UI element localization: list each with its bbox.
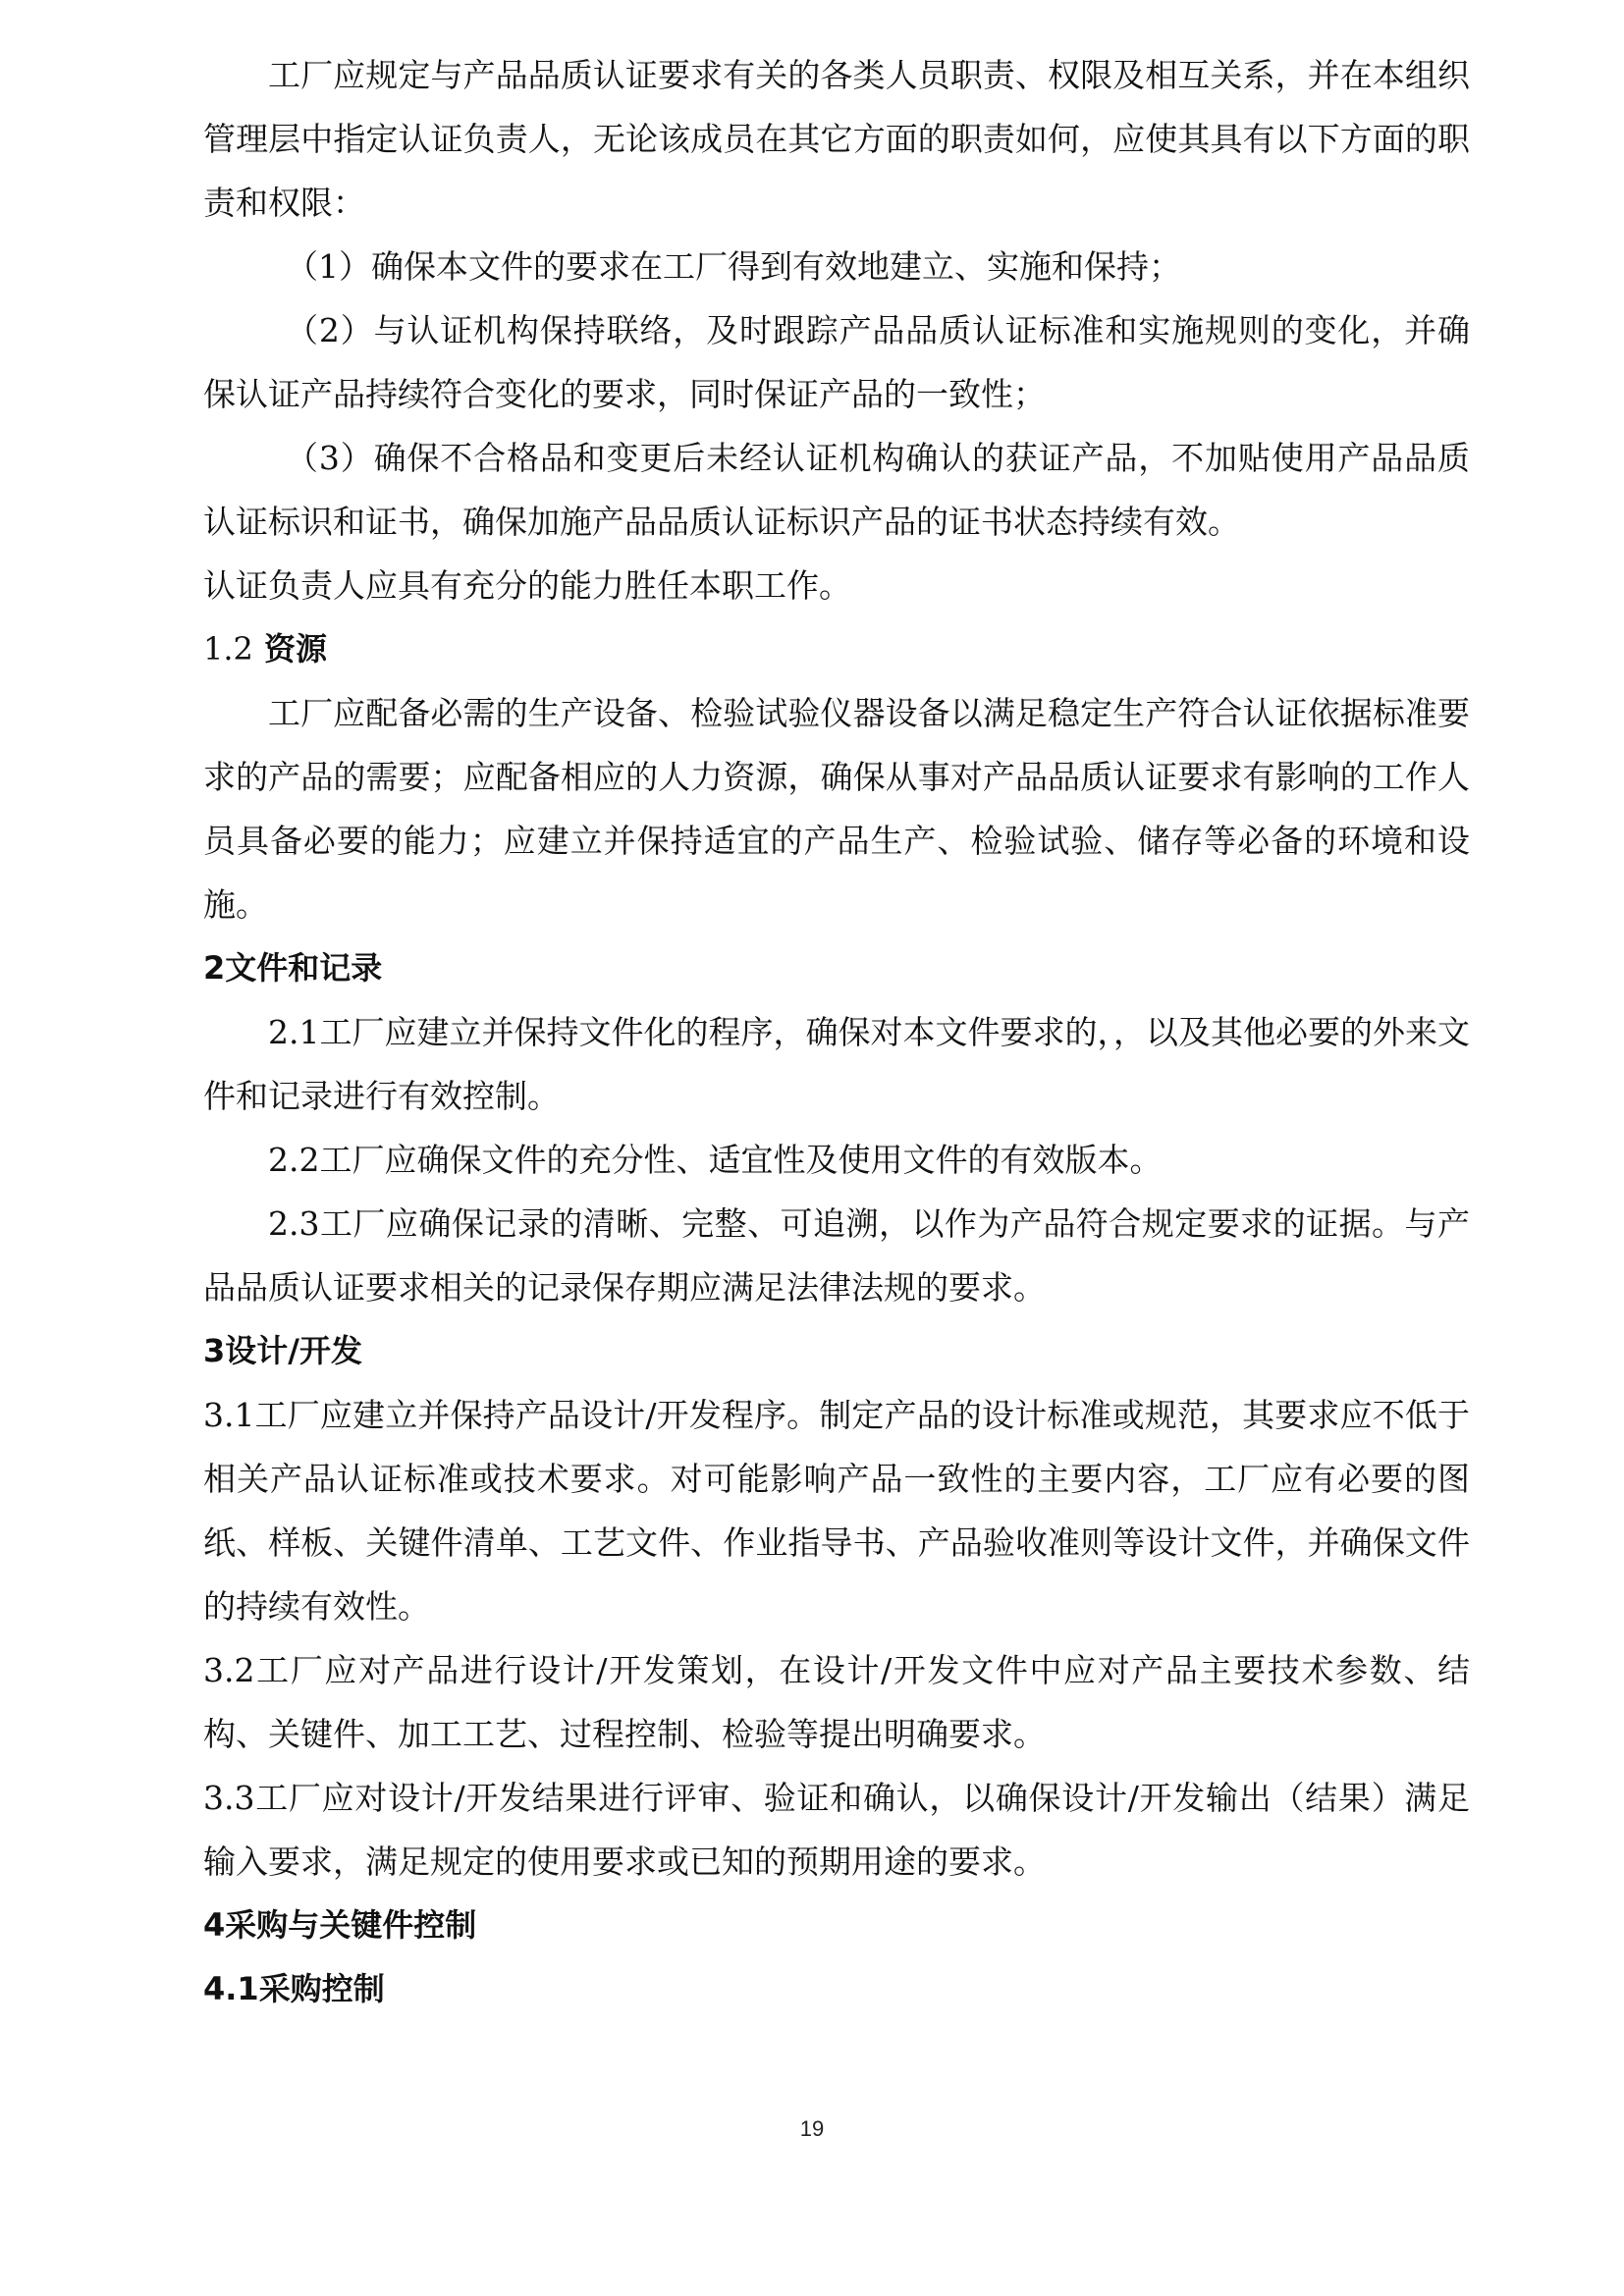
section-2-2-paragraph: 2.2工厂应确保文件的充分性、适宜性及使用文件的有效版本。 — [268, 1141, 1163, 1179]
section-3-3-paragraph: 3.3工厂应对设计/开发结果进行评审、验证和确认，以确保设计/开发输出（结果）满足输入要求，满足规定的使用要求或已知的预期用途的要求。 — [203, 1779, 1470, 1881]
responsibility-item-3: （3）确保不合格品和变更后未经认证机构确认的获证产品，不加贴使用产品品质认证标识和证书，确保加施产品品质认证标识产品的证书状态持续有效。 — [203, 439, 1470, 541]
section-1-2-number: 1.2 — [203, 630, 253, 667]
responsibility-item-1: （1）确保本文件的要求在工厂得到有效地建立、实施和保持； — [286, 247, 1181, 286]
section-3-heading: 3设计/开发 — [203, 1332, 362, 1369]
responsibility-item-2: （2）与认证机构保持联络，及时跟踪产品品质认证标准和实施规则的变化，并确保认证产品持续符合变化的要求，同时保证产品的一致性； — [203, 311, 1470, 413]
competence-paragraph: 认证负责人应具有充分的能力胜任本职工作。 — [203, 566, 851, 605]
section-2-3-paragraph: 2.3工厂应确保记录的清晰、完整、可追溯，以作为产品符合规定要求的证据。与产品品质认证要求相关的记录保存期应满足法律法规的要求。 — [203, 1204, 1470, 1307]
section-1-2-title: 资源 — [264, 630, 328, 667]
page-number: 19 — [799, 2116, 825, 2141]
section-3-2-paragraph: 3.2工厂应对产品进行设计/开发策划，在设计/开发文件中应对产品主要技术参数、结构、关键件、加工工艺、过程控制、检验等提出明确要求。 — [203, 1651, 1470, 1753]
section-3-1-paragraph: 3.1工厂应建立并保持产品设计/开发程序。制定产品的设计标准或规范，其要求应不低于相关产品认证标准或技术要求。对可能影响产品一致性的主要内容，工厂应有必要的图纸、样板、关键件清单、工艺文件、作业指导书、产品验收准则等设计文件，并确保文件的持续有效性。 — [203, 1396, 1470, 1626]
page-content — [203, 43, 1470, 2021]
section-2-heading: 2文件和记录 — [203, 949, 383, 987]
section-1-2-body: 工厂应配备必需的生产设备、检验试验仪器设备以满足稳定生产符合认证依据标准要求的产品的需要；应配备相应的人力资源，确保从事对产品品质认证要求有影响的工作人员具备必要的能力；应建立并保持适宜的产品生产、检验试验、储存等必备的环境和设施。 — [203, 694, 1470, 924]
section-4-1-heading: 4.1采购控制 — [203, 1970, 385, 2007]
intro-paragraph: 工厂应规定与产品品质认证要求有关的各类人员职责、权限及相互关系，并在本组织管理层中指定认证负责人，无论该成员在其它方面的职责如何，应使其具有以下方面的职责和权限： — [203, 56, 1470, 222]
section-1-2-heading — [203, 617, 1470, 681]
section-2-1-paragraph: 2.1工厂应建立并保持文件化的程序，确保对本文件要求的，，以及其他必要的外来文件和记录进行有效控制。 — [203, 1013, 1470, 1115]
section-4-heading: 4采购与关键件控制 — [203, 1906, 477, 1944]
